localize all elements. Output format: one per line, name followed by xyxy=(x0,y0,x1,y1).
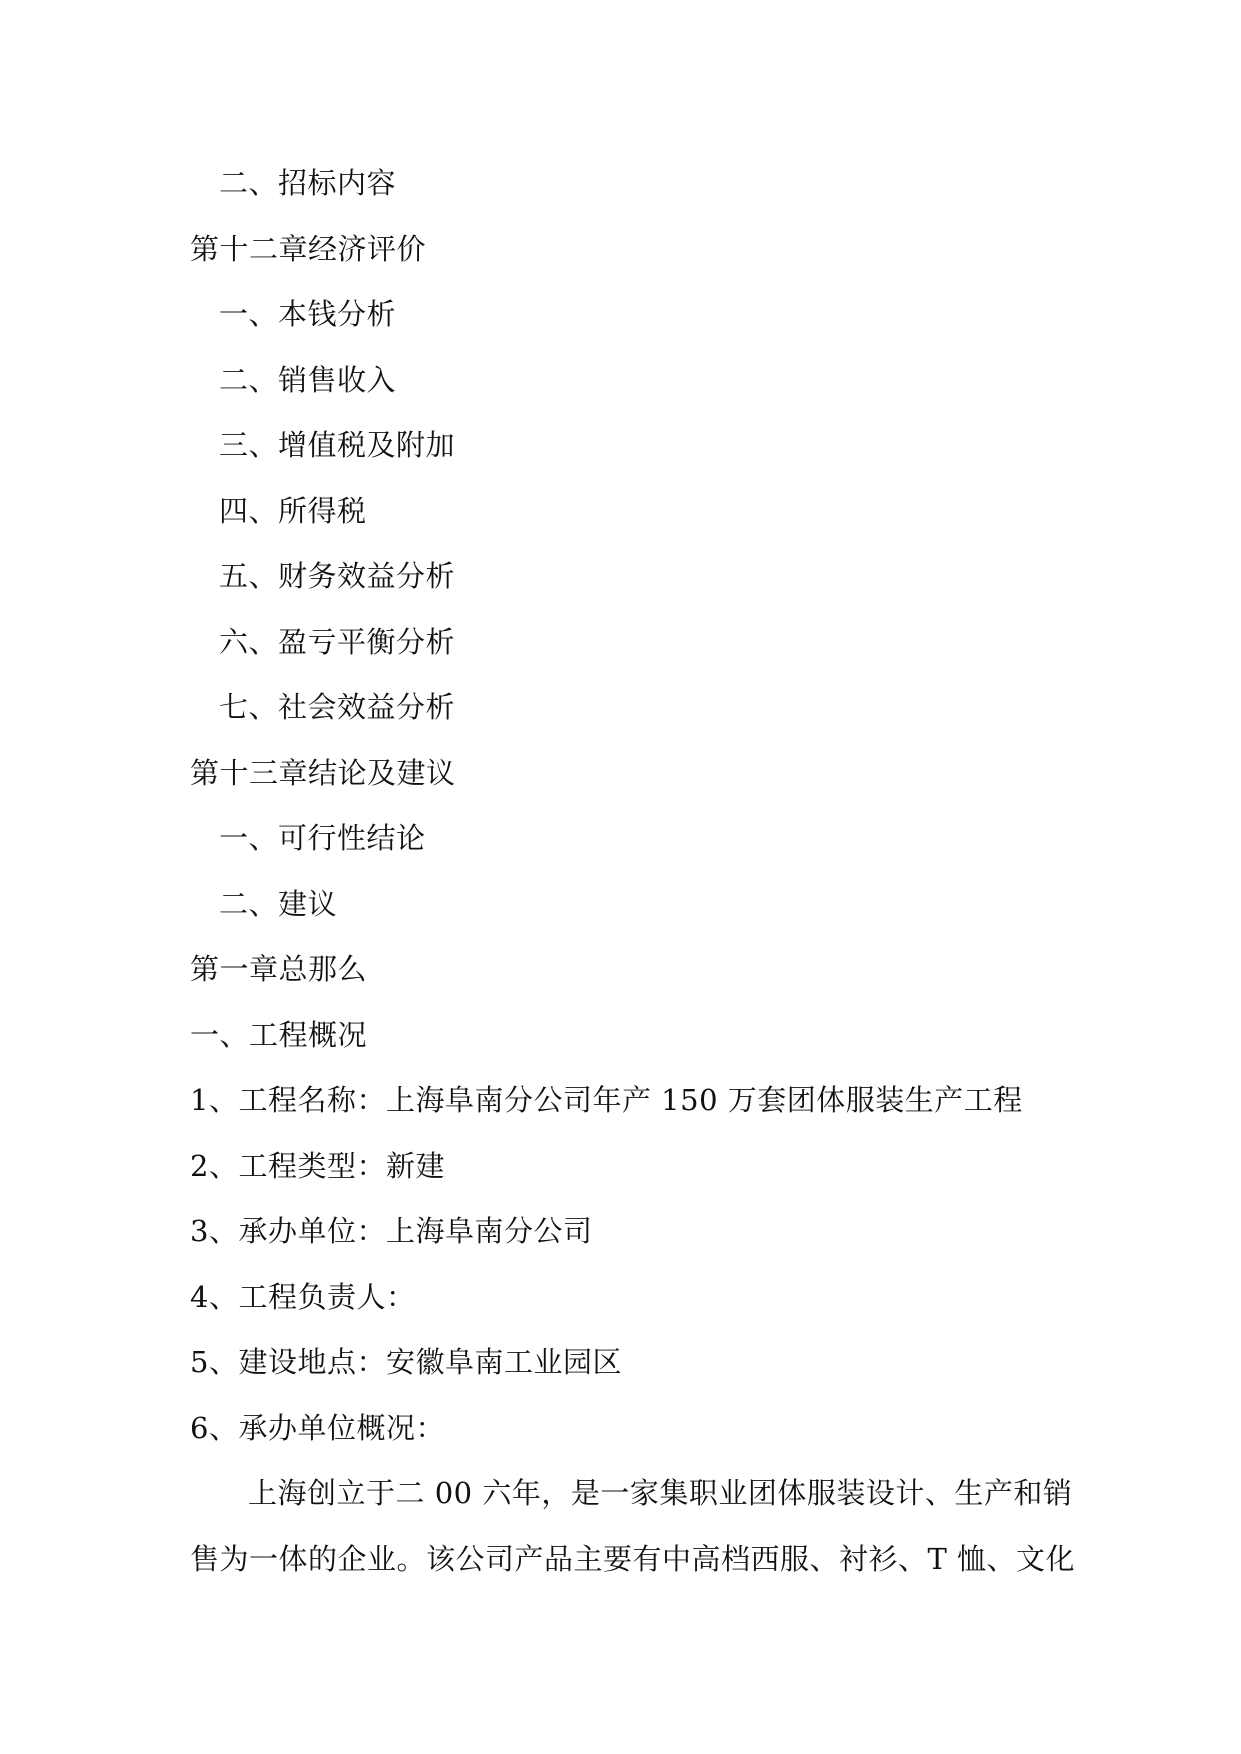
section-project-overview: 一、工程概况 xyxy=(190,1017,368,1052)
toc-item-suggestions: 二、建议 xyxy=(219,886,338,921)
chapter-1-heading: 第一章总那么 xyxy=(190,952,368,986)
toc-item-bidding-content: 二、招标内容 xyxy=(219,166,397,200)
undertaking-unit-line: 3、承办单位：上海阜南分公司 xyxy=(190,1214,593,1248)
toc-item-vat: 三、增值税及附加 xyxy=(219,428,456,462)
toc-item-feasibility-conclusion: 一、可行性结论 xyxy=(219,821,426,855)
toc-item-income-tax: 四、所得税 xyxy=(219,493,367,528)
project-name-line: 1、工程名称：上海阜南分公司年产 150 万套团体服装生产工程 xyxy=(190,1083,1023,1117)
toc-item-break-even: 六、盈亏平衡分析 xyxy=(219,624,456,659)
paragraph-line-2: 售为一体的企业。该公司产品主要有中高档西服、衬衫、T 恤、文化 xyxy=(190,1541,1076,1576)
project-leader-line: 4、工程负责人： xyxy=(190,1279,416,1314)
toc-chapter-13: 第十三章结论及建议 xyxy=(190,755,456,790)
project-type-line: 2、工程类型：新建 xyxy=(190,1148,445,1183)
construction-site-line: 5、建设地点：安徽阜南工业园区 xyxy=(190,1345,622,1379)
toc-item-cost-analysis: 一、本钱分析 xyxy=(219,297,397,331)
unit-overview-line: 6、承办单位概况： xyxy=(190,1410,445,1445)
toc-item-sales-revenue: 二、销售收入 xyxy=(219,362,397,397)
paragraph-line-1: 上海创立于二 00 六年，是一家集职业团体服装设计、生产和销 xyxy=(248,1476,1073,1510)
toc-item-social-benefit: 七、社会效益分析 xyxy=(219,690,456,724)
document-body xyxy=(190,158,1076,1599)
toc-chapter-12: 第十二章经济评价 xyxy=(190,231,427,266)
toc-item-financial-benefit: 五、财务效益分析 xyxy=(219,559,456,593)
